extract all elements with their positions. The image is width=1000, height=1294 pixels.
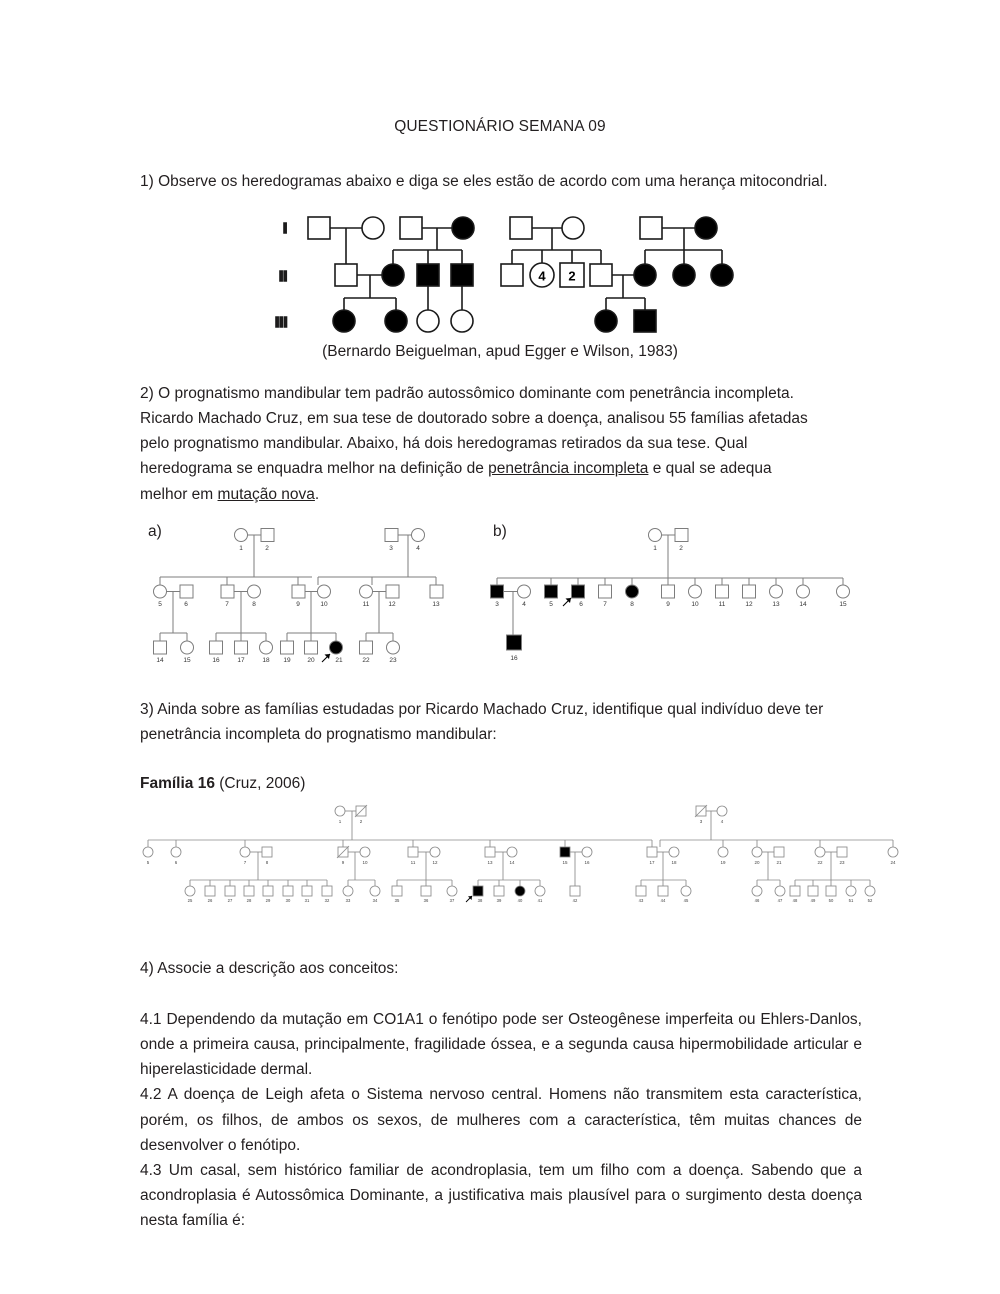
question-1-pedigrees (0, 206, 1000, 361)
svg-text:45: 45 (683, 897, 689, 903)
svg-text:7: 7 (243, 859, 247, 865)
svg-text:5: 5 (146, 859, 150, 865)
svg-text:43: 43 (638, 897, 644, 903)
svg-text:4: 4 (416, 544, 420, 552)
svg-text:8: 8 (252, 600, 256, 608)
svg-text:48: 48 (792, 897, 798, 903)
svg-text:5: 5 (549, 600, 553, 608)
svg-text:8: 8 (630, 600, 634, 608)
svg-text:24: 24 (890, 859, 896, 865)
svg-text:42: 42 (572, 897, 578, 903)
svg-text:36: 36 (423, 897, 429, 903)
svg-text:3: 3 (495, 600, 499, 608)
pedigree-q2-svg (0, 523, 1000, 673)
svg-text:3: 3 (699, 818, 703, 824)
svg-text:9: 9 (341, 859, 345, 865)
svg-text:11: 11 (718, 600, 726, 608)
question-3-pedigree (0, 802, 1000, 912)
svg-text:15: 15 (839, 600, 847, 608)
svg-text:50: 50 (828, 897, 834, 903)
svg-text:2: 2 (679, 544, 683, 552)
proband-arrow-6 (563, 598, 571, 606)
svg-text:12: 12 (432, 859, 438, 865)
familia-16-bold: Família 16 (140, 774, 215, 792)
svg-text:33: 33 (345, 897, 351, 903)
term-penetrancia-incompleta: penetrância incompleta (488, 460, 649, 478)
svg-text:38: 38 (477, 897, 483, 903)
svg-text:1: 1 (239, 544, 243, 552)
svg-text:41: 41 (537, 897, 543, 903)
q3-line-2: penetrância incompleta do prognatismo mandibular: (140, 725, 497, 743)
svg-text:23: 23 (839, 859, 845, 865)
svg-text:37: 37 (449, 897, 455, 903)
page-title: QUESTIONÁRIO SEMANA 09 (394, 118, 606, 135)
svg-text:18: 18 (262, 656, 270, 664)
svg-text:2: 2 (265, 544, 269, 552)
svg-text:15: 15 (183, 656, 191, 664)
svg-text:9: 9 (666, 600, 670, 608)
svg-text:9: 9 (296, 600, 300, 608)
svg-text:22: 22 (362, 656, 370, 664)
q3-line-1: 3) Ainda sobre as famílias estudadas por Ricardo Machado Cruz, identifique qual indivíduo deve ter (140, 700, 824, 718)
generation-label-I: I (283, 220, 288, 238)
svg-text:13: 13 (772, 600, 780, 608)
svg-text:3: 3 (389, 544, 393, 552)
q2-line-3: pelo prognatismo mandibular. Abaixo, há dois heredogramas retirados da sua tese. Qual (140, 435, 748, 453)
svg-text:15: 15 (562, 859, 568, 865)
svg-text:26: 26 (207, 897, 213, 903)
q2-line-1: 2) O prognatismo mandibular tem padrão autossômico dominante com penetrância incompleta. (140, 385, 794, 403)
svg-text:16: 16 (584, 859, 590, 865)
generation-label-II: II (279, 268, 288, 286)
svg-text:6: 6 (174, 859, 178, 865)
svg-text:13: 13 (432, 600, 440, 608)
question-4-item-4-1: 4.1 Dependendo da mutação em CO1A1 o fenótipo pode ser Osteogênese imperfeita ou Ehlers-Danlos, onde a primeira causa, principalmente, fragilidade óssea, e a segunda causa hipermobilidade articular e hiperelasticidade dermal. (140, 1011, 862, 1079)
svg-text:4: 4 (522, 600, 526, 608)
svg-text:14: 14 (156, 656, 164, 664)
svg-text:13: 13 (487, 859, 493, 865)
question-1-caption: (Bernardo Beiguelman, apud Egger e Wilson, 1983) (322, 343, 678, 361)
sibship-count-4: 4 (538, 268, 546, 284)
svg-text:4: 4 (720, 818, 724, 824)
term-mutacao-nova: mutação nova (217, 485, 315, 503)
svg-text:22: 22 (817, 859, 823, 865)
svg-text:27: 27 (227, 897, 233, 903)
svg-text:21: 21 (776, 859, 782, 865)
svg-text:12: 12 (745, 600, 753, 608)
label-b: b) (493, 522, 507, 540)
q2-line-4: heredograma se enquadra melhor na definição de penetrância incompleta e qual se adequa (140, 460, 772, 478)
svg-text:1: 1 (653, 544, 657, 552)
svg-text:30: 30 (285, 897, 291, 903)
svg-text:18: 18 (671, 859, 677, 865)
pedigree-q1-svg (0, 206, 1000, 341)
question-4-item-4-3: 4.3 Um casal, sem histórico familiar de acondroplasia, tem um filho com a doença. Sabendo que a acondroplasia é Autossômica Dominante, a justificativa mais plausível para o surgimento desta doença nesta família é: (140, 1161, 862, 1229)
svg-text:10: 10 (362, 859, 368, 865)
svg-text:19: 19 (720, 859, 726, 865)
question-1-text: 1) Observe os heredogramas abaixo e diga se eles estão de acordo com uma herança mitocondrial. (140, 173, 828, 190)
question-4-item-4-2: 4.2 A doença de Leigh afeta o Sistema nervoso central. Homens não transmitem esta característica, porém, os filhos, de ambos os sexos, de mulheres com a característica, têm muitas chances de desenvolver o fenótipo. (140, 1086, 862, 1154)
q2-line-2: Ricardo Machado Cruz, em sua tese de doutorado sobre a doença, analisou 55 famílias afetadas (140, 410, 808, 428)
svg-text:46: 46 (754, 897, 760, 903)
svg-text:11: 11 (410, 859, 416, 865)
svg-text:12: 12 (388, 600, 396, 608)
question-2-pedigrees (0, 523, 1000, 673)
svg-text:29: 29 (265, 897, 271, 903)
svg-text:11: 11 (362, 600, 370, 608)
proband-arrow-38 (466, 896, 472, 902)
svg-text:39: 39 (496, 897, 502, 903)
sibship-count-2: 2 (568, 268, 576, 284)
svg-text:6: 6 (184, 600, 188, 608)
svg-text:49: 49 (810, 897, 816, 903)
svg-text:10: 10 (691, 600, 699, 608)
svg-text:51: 51 (848, 897, 854, 903)
familia-16-label (140, 771, 862, 796)
svg-text:7: 7 (225, 600, 229, 608)
familia-16-source: (Cruz, 2006) (214, 774, 306, 792)
svg-text:28: 28 (246, 897, 252, 903)
svg-text:35: 35 (394, 897, 400, 903)
svg-text:7: 7 (603, 600, 607, 608)
question-4-intro: 4) Associe a descrição aos conceitos: (140, 959, 399, 977)
svg-text:32: 32 (324, 897, 330, 903)
svg-text:17: 17 (649, 859, 655, 865)
q2-line-5: melhor em mutação nova. (140, 485, 320, 503)
svg-text:31: 31 (304, 897, 310, 903)
question-2-text (140, 381, 862, 507)
generation-label-III: III (275, 314, 288, 332)
svg-text:20: 20 (307, 656, 315, 664)
svg-text:14: 14 (509, 859, 515, 865)
svg-text:10: 10 (320, 600, 328, 608)
svg-text:6: 6 (579, 600, 583, 608)
svg-text:16: 16 (212, 656, 220, 664)
svg-text:23: 23 (389, 656, 397, 664)
svg-text:2: 2 (359, 818, 363, 824)
svg-text:21: 21 (335, 656, 343, 664)
svg-text:5: 5 (158, 600, 162, 608)
svg-text:16: 16 (510, 654, 518, 662)
svg-text:1: 1 (338, 818, 342, 824)
svg-text:8: 8 (265, 859, 269, 865)
svg-text:17: 17 (237, 656, 245, 664)
proband-arrow-21 (322, 654, 330, 662)
svg-text:34: 34 (372, 897, 378, 903)
svg-text:25: 25 (187, 897, 193, 903)
svg-text:47: 47 (777, 897, 783, 903)
label-a: a) (148, 522, 162, 540)
svg-text:20: 20 (754, 859, 760, 865)
svg-text:44: 44 (660, 897, 666, 903)
pedigree-familia16-svg (0, 802, 1000, 912)
question-3-text (140, 697, 862, 747)
svg-text:40: 40 (517, 897, 523, 903)
svg-text:52: 52 (867, 897, 873, 903)
svg-text:19: 19 (283, 656, 291, 664)
svg-text:14: 14 (799, 600, 807, 608)
